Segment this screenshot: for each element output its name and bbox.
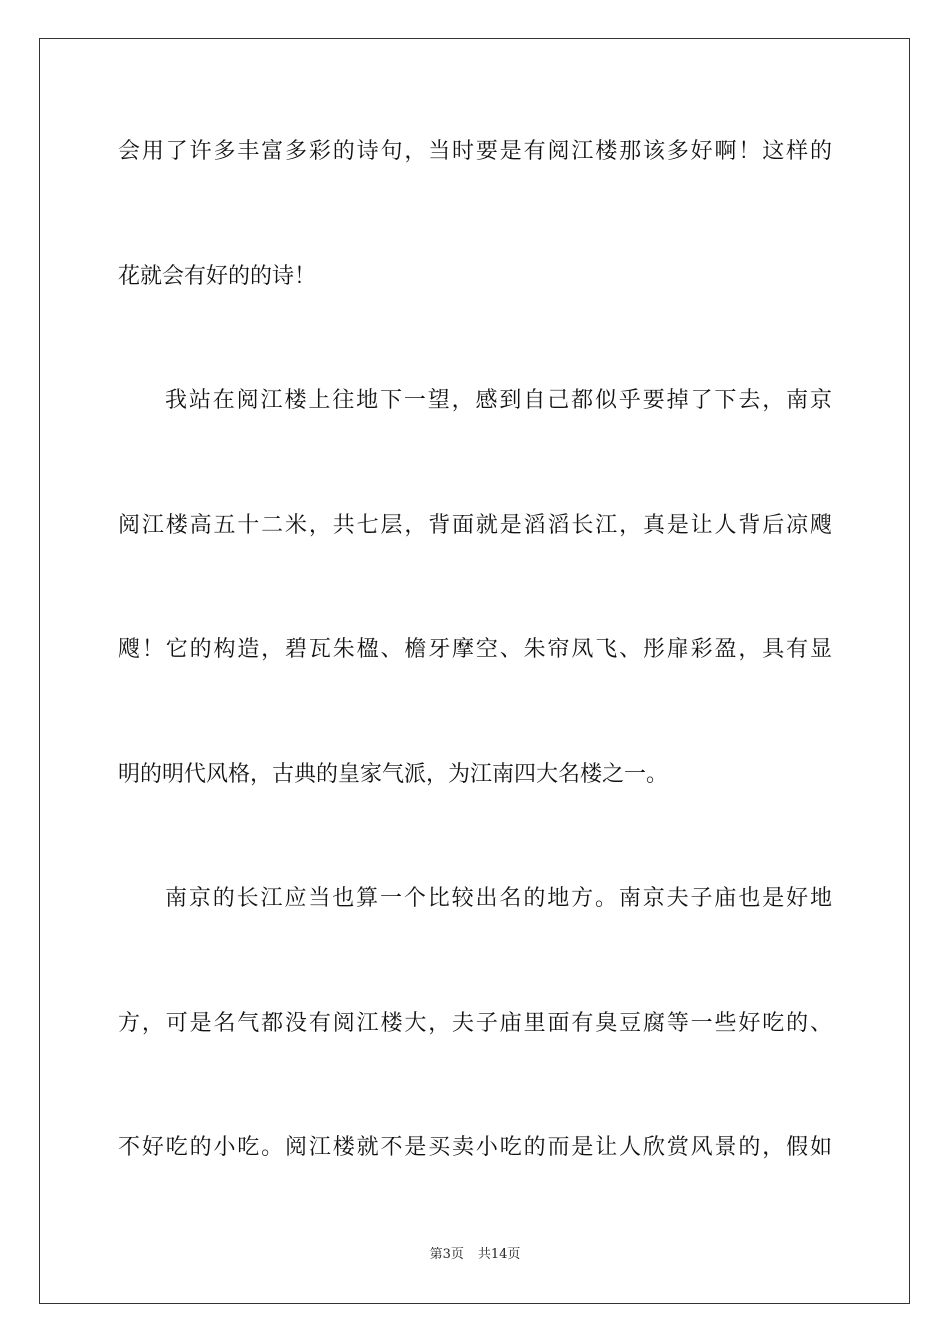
text-line-1: 会用了许多丰富多彩的诗句，当时要是有阅江楼那该多好啊！这样的 — [118, 139, 832, 164]
page-border — [39, 38, 910, 1304]
text-line-3: 我站在阅江楼上往地下一望，感到自己都似乎要掉了下去，南京 — [165, 388, 832, 413]
text-line-6: 明的明代风格，古典的皇家气派，为江南四大名楼之一。 — [118, 762, 669, 787]
text-line-8: 方，可是名气都没有阅江楼大，夫子庙里面有臭豆腐等一些好吃的、 — [118, 1011, 832, 1036]
text-line-9: 不好吃的小吃。阅江楼就不是买卖小吃的而是让人欣赏风景的，假如 — [118, 1135, 832, 1160]
text-line-5: 飕！它的构造，碧瓦朱楹、檐牙摩空、朱帘凤飞、彤扉彩盈，具有显 — [118, 637, 832, 662]
text-line-2: 花就会有好的的诗！ — [118, 264, 317, 289]
text-line-4: 阅江楼高五十二米，共七层，背面就是滔滔长江，真是让人背后凉飕 — [118, 513, 832, 538]
page-footer — [0, 1246, 950, 1264]
text-line-7: 南京的长江应当也算一个比较出名的地方。南京夫子庙也是好地 — [165, 886, 832, 911]
page-number: 第3页 — [429, 1247, 464, 1262]
total-pages: 共14页 — [477, 1247, 521, 1262]
